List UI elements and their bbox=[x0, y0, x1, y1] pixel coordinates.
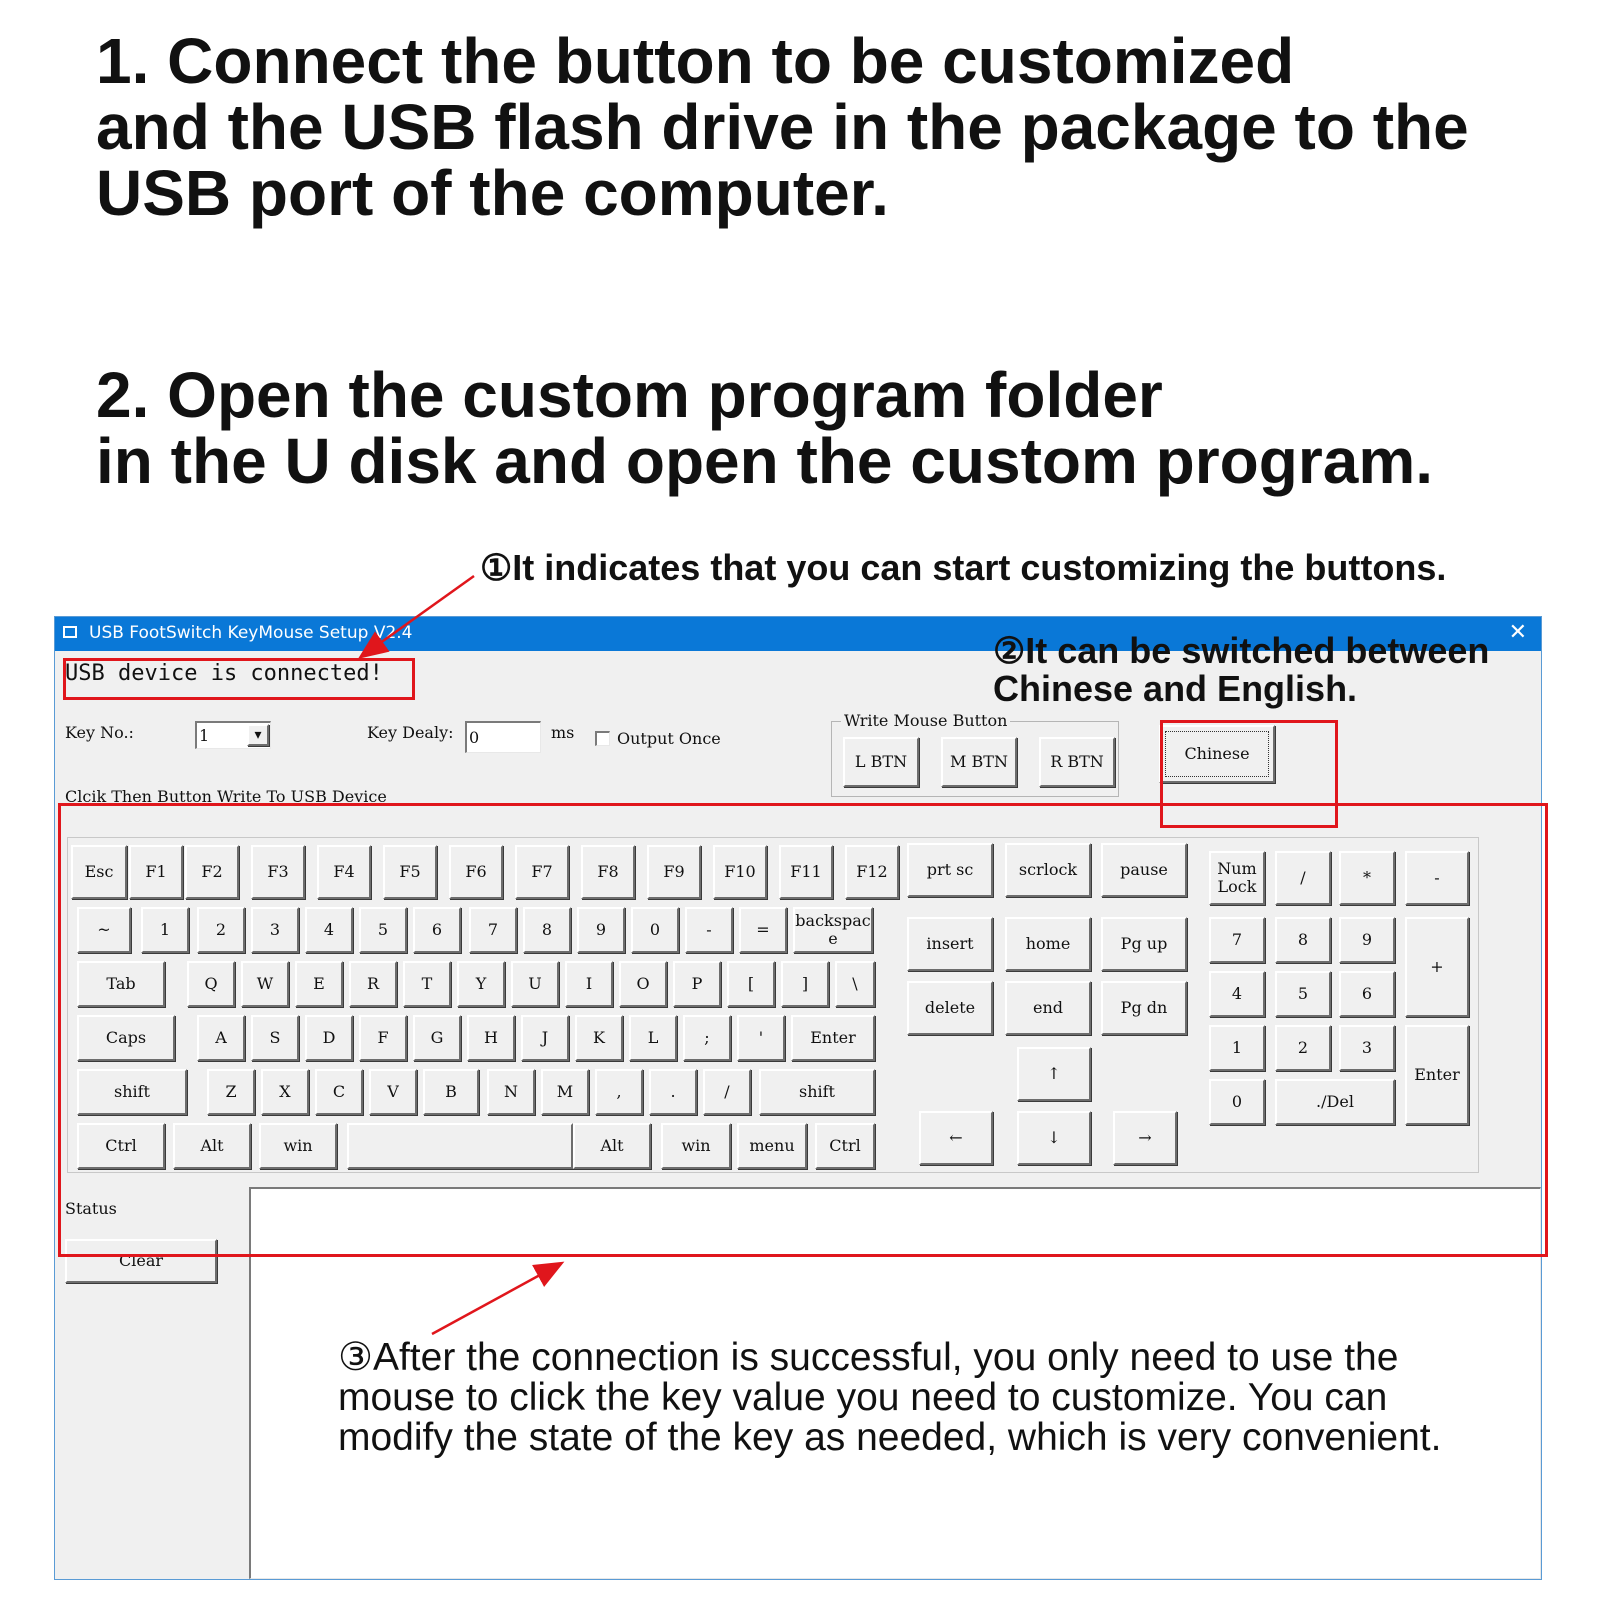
step-2-line: 2. Open the custom program folder bbox=[96, 359, 1163, 431]
key-q[interactable]: Q bbox=[187, 961, 235, 1007]
key-f3[interactable]: F3 bbox=[251, 845, 305, 899]
ms-label: ms bbox=[551, 723, 575, 742]
key-1[interactable]: 1 bbox=[141, 907, 189, 953]
key-m[interactable]: M bbox=[541, 1069, 589, 1115]
key-f6[interactable]: F6 bbox=[449, 845, 503, 899]
key-=[interactable]: = bbox=[739, 907, 787, 953]
key-f9[interactable]: F9 bbox=[647, 845, 701, 899]
key-g[interactable]: G bbox=[413, 1015, 461, 1061]
key-4[interactable]: 4 bbox=[305, 907, 353, 953]
key-u[interactable]: U bbox=[511, 961, 559, 1007]
key-5[interactable]: 5 bbox=[359, 907, 407, 953]
connection-status-text: USB device is connected! bbox=[65, 661, 383, 686]
key-b[interactable]: B bbox=[423, 1069, 479, 1115]
key-backspac-e[interactable]: backspac e bbox=[793, 907, 873, 953]
window-title: USB FootSwitch KeyMouse Setup V2.4 bbox=[89, 623, 413, 643]
right-mouse-button[interactable]: R BTN bbox=[1039, 737, 1115, 787]
step-1-line: USB port of the computer. bbox=[96, 157, 889, 229]
key-↑[interactable]: ↑ bbox=[1017, 1047, 1091, 1101]
key-num-lock[interactable]: Num Lock bbox=[1209, 851, 1265, 905]
key-y[interactable]: Y bbox=[457, 961, 505, 1007]
key-home[interactable]: home bbox=[1005, 917, 1091, 971]
key-alt[interactable]: Alt bbox=[173, 1123, 251, 1169]
key-6[interactable]: 6 bbox=[413, 907, 461, 953]
annotation-3-line: modify the state of the key as needed, which is very convenient. bbox=[338, 1416, 1442, 1459]
key-v[interactable]: V bbox=[369, 1069, 417, 1115]
key-t[interactable]: T bbox=[403, 961, 451, 1007]
key-5[interactable]: 5 bbox=[1275, 971, 1331, 1017]
key-delete[interactable]: delete bbox=[907, 981, 993, 1035]
key-'[interactable]: ' bbox=[737, 1015, 785, 1061]
key-z[interactable]: Z bbox=[207, 1069, 255, 1115]
mouse-group-label: Write Mouse Button bbox=[841, 711, 1010, 730]
key-insert[interactable]: insert bbox=[907, 917, 993, 971]
key-f7[interactable]: F7 bbox=[515, 845, 569, 899]
key-prt-sc[interactable]: prt sc bbox=[907, 843, 993, 897]
annotation-2-line: ②It can be switched between bbox=[993, 630, 1490, 671]
key-scrlock[interactable]: scrlock bbox=[1005, 843, 1091, 897]
key-7[interactable]: 7 bbox=[1209, 917, 1265, 963]
arrow-to-status bbox=[362, 576, 474, 656]
key-*[interactable]: * bbox=[1339, 851, 1395, 905]
key-4[interactable]: 4 bbox=[1209, 971, 1265, 1017]
step-2-line: in the U disk and open the custom program. bbox=[96, 425, 1434, 497]
key-i[interactable]: I bbox=[565, 961, 613, 1007]
close-icon[interactable]: ✕ bbox=[1508, 620, 1527, 645]
key-menu[interactable]: menu bbox=[737, 1123, 807, 1169]
key-x[interactable]: X bbox=[261, 1069, 309, 1115]
key-pg-up[interactable]: Pg up bbox=[1101, 917, 1187, 971]
key-f12[interactable]: F12 bbox=[845, 845, 899, 899]
key-j[interactable]: J bbox=[521, 1015, 569, 1061]
key-8[interactable]: 8 bbox=[1275, 917, 1331, 963]
key-.[interactable]: . bbox=[649, 1069, 697, 1115]
annotation-3-line: ③After the connection is successful, you only need to use the bbox=[338, 1336, 1399, 1379]
key-←[interactable]: ← bbox=[919, 1111, 993, 1165]
output-once-label: Output Once bbox=[617, 729, 721, 748]
key-delay-label: Key Dealy: bbox=[367, 723, 454, 742]
key-w[interactable]: W bbox=[241, 961, 289, 1007]
key-7[interactable]: 7 bbox=[469, 907, 517, 953]
key-↓[interactable]: ↓ bbox=[1017, 1111, 1091, 1165]
key-c[interactable]: C bbox=[315, 1069, 363, 1115]
key-→[interactable]: → bbox=[1113, 1111, 1177, 1165]
key-shift[interactable]: shift bbox=[759, 1069, 875, 1115]
key-esc[interactable]: Esc bbox=[71, 845, 127, 899]
key-k[interactable]: K bbox=[575, 1015, 623, 1061]
key-h[interactable]: H bbox=[467, 1015, 515, 1061]
key-;[interactable]: ; bbox=[683, 1015, 731, 1061]
key-pause[interactable]: pause bbox=[1101, 843, 1187, 897]
key-enter[interactable]: Enter bbox=[1405, 1025, 1469, 1125]
key-/[interactable]: / bbox=[703, 1069, 751, 1115]
key-3[interactable]: 3 bbox=[1339, 1025, 1395, 1071]
key-2[interactable]: 2 bbox=[197, 907, 245, 953]
key-e[interactable]: E bbox=[295, 961, 343, 1007]
language-toggle-button[interactable]: Chinese bbox=[1159, 725, 1275, 783]
key-f1[interactable]: F1 bbox=[129, 845, 183, 899]
key-d[interactable]: D bbox=[305, 1015, 353, 1061]
keyboard-caption: Clcik Then Button Write To USB Device bbox=[65, 787, 387, 806]
chevron-down-icon[interactable]: ▾ bbox=[247, 724, 269, 746]
key-~[interactable]: ~ bbox=[77, 907, 131, 953]
left-mouse-button[interactable]: L BTN bbox=[843, 737, 919, 787]
key-s[interactable]: S bbox=[251, 1015, 299, 1061]
key--[interactable]: - bbox=[1405, 851, 1469, 905]
key-[[interactable]: [ bbox=[727, 961, 775, 1007]
key-9[interactable]: 9 bbox=[1339, 917, 1395, 963]
middle-mouse-button[interactable]: M BTN bbox=[941, 737, 1017, 787]
key-3[interactable]: 3 bbox=[251, 907, 299, 953]
key-end[interactable]: end bbox=[1005, 981, 1091, 1035]
key-tab[interactable]: Tab bbox=[77, 961, 165, 1007]
key-2[interactable]: 2 bbox=[1275, 1025, 1331, 1071]
key-r[interactable]: R bbox=[349, 961, 397, 1007]
key-f11[interactable]: F11 bbox=[779, 845, 833, 899]
status-label: Status bbox=[65, 1199, 117, 1218]
key-alt[interactable]: Alt bbox=[573, 1123, 651, 1169]
arrow-to-keyboard bbox=[432, 1264, 560, 1334]
key-+[interactable]: + bbox=[1405, 917, 1469, 1017]
key-p[interactable]: P bbox=[673, 961, 721, 1007]
key-f[interactable]: F bbox=[359, 1015, 407, 1061]
key-shift[interactable]: shift bbox=[77, 1069, 187, 1115]
key-n[interactable]: N bbox=[487, 1069, 535, 1115]
key-no-label: Key No.: bbox=[65, 723, 134, 742]
key-o[interactable]: O bbox=[619, 961, 667, 1007]
clear-button[interactable]: Clear bbox=[65, 1239, 217, 1283]
key-/[interactable]: / bbox=[1275, 851, 1331, 905]
annotation-2-line: Chinese and English. bbox=[993, 668, 1358, 709]
key-a[interactable]: A bbox=[197, 1015, 245, 1061]
key-f8[interactable]: F8 bbox=[581, 845, 635, 899]
key-f4[interactable]: F4 bbox=[317, 845, 371, 899]
key-./del[interactable]: ./Del bbox=[1275, 1079, 1395, 1125]
key-ctrl[interactable]: Ctrl bbox=[815, 1123, 875, 1169]
key-f10[interactable]: F10 bbox=[713, 845, 767, 899]
key-f5[interactable]: F5 bbox=[383, 845, 437, 899]
key-][interactable]: ] bbox=[781, 961, 829, 1007]
key-\[interactable]: \ bbox=[835, 961, 875, 1007]
key-delay-value: 0 bbox=[469, 728, 480, 747]
key-l[interactable]: L bbox=[629, 1015, 677, 1061]
key-pg-dn[interactable]: Pg dn bbox=[1101, 981, 1187, 1035]
key-6[interactable]: 6 bbox=[1339, 971, 1395, 1017]
key-caps[interactable]: Caps bbox=[77, 1015, 175, 1061]
key-ctrl[interactable]: Ctrl bbox=[77, 1123, 165, 1169]
key-0[interactable]: 0 bbox=[1209, 1079, 1265, 1125]
key-0[interactable]: 0 bbox=[631, 907, 679, 953]
key--[interactable]: - bbox=[685, 907, 733, 953]
key-9[interactable]: 9 bbox=[577, 907, 625, 953]
annotation-3-line: mouse to click the key value you need to customize. You can bbox=[338, 1376, 1388, 1419]
key-,[interactable]: , bbox=[595, 1069, 643, 1115]
step-1-line: and the USB flash drive in the package to the bbox=[96, 91, 1469, 163]
key-win[interactable]: win bbox=[259, 1123, 337, 1169]
key-enter[interactable]: Enter bbox=[791, 1015, 875, 1061]
key-no-value: 1 bbox=[199, 726, 210, 745]
key-win[interactable]: win bbox=[661, 1123, 731, 1169]
step-1-line: 1. Connect the button to be customized bbox=[96, 25, 1295, 97]
key-8[interactable]: 8 bbox=[523, 907, 571, 953]
key-1[interactable]: 1 bbox=[1209, 1025, 1265, 1071]
annotation-1: ①It indicates that you can start customizing the buttons. bbox=[480, 547, 1447, 588]
key-f2[interactable]: F2 bbox=[185, 845, 239, 899]
